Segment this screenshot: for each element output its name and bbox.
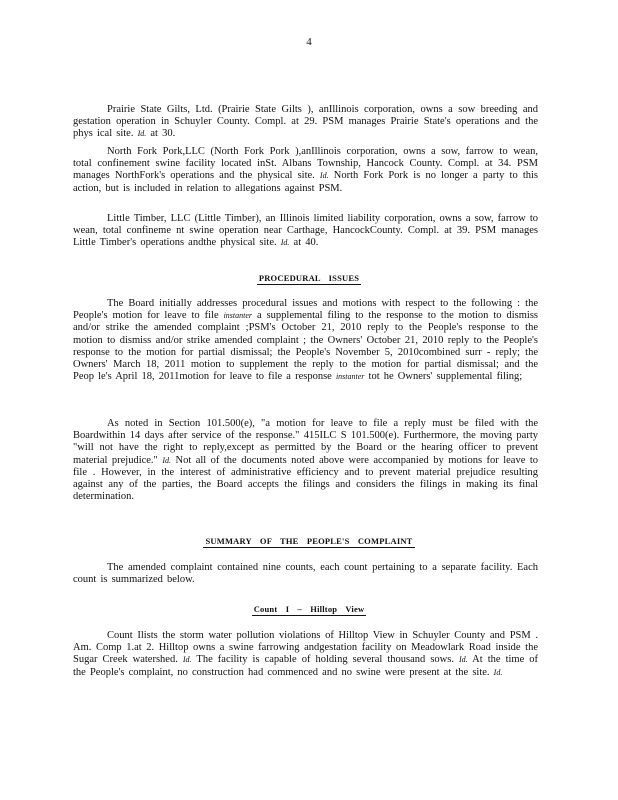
little-timber-text: Little Timber, LLC (Little Timber), an Illinois limited liability corporation, owns a sow, farrow to wean, total confineme nt swine operation near Carthage, HancockCounty. Compl. at 39. PSM manages Little Timber's operations andthe physical site. — [73, 213, 538, 249]
section-text-b: Not all of the documents noted above were accompanied by motions for leave to file . However, in the interest of administrative efficiency and to prevent material prejudice resulting against any of the parties, the Board accepts the filings and considers the filings in making its final determination. — [73, 454, 539, 503]
north-fork-text-a: North Fork Pork,LLC (North Fork Pork ),anIllinois corporation, owns a sow, farrow to wean, total confinement swine facility located inSt. Albans Township, Hancock County. Compl. at 34. PSM manages NorthFork's operations and the physical site. — [73, 146, 538, 182]
count1-text-c: At the time of the People's complaint, no construction had commenced and no swine were present at the site. — [73, 654, 539, 678]
citation-id: Id. — [137, 129, 147, 139]
paragraph-board-procedural — [73, 298, 538, 383]
little-timber-end: at 40. — [293, 237, 319, 249]
heading-count-1: Count I – Hilltop View — [253, 604, 365, 614]
citation-id: Id. — [319, 171, 329, 181]
citation-id: Id. — [182, 655, 192, 665]
heading-procedural-issues: PROCEDURAL ISSUES — [258, 273, 360, 283]
paragraph-little-timber — [73, 213, 538, 250]
board-text-b: a supplemental filing to the response to the motion to dismiss and/or strike the amended complaint ;PSM's October 21, 2010 reply to the People's response to the motion to dismiss and/or strike amended complaint ; the Owners' October 21, 2010 reply to the People's response to the motion for partial dismissal; the People's November 5, 2010combined surr - reply; the Owners' March 18, 2011 motion to supplement the reply to the motion for partial dismissal; and the Peop le's April 18, 2011motion for leave to file a response — [73, 310, 539, 383]
paragraph-count-1 — [73, 630, 538, 679]
paragraph-prairie-state — [73, 104, 538, 141]
prairie-state-end: at 30. — [150, 128, 176, 140]
citation-id: Id. — [280, 238, 290, 248]
heading-summary-complaint: SUMMARY OF THE PEOPLE'S COMPLAINT — [205, 536, 413, 546]
paragraph-north-fork — [73, 146, 538, 195]
instanter-term: instanter — [335, 372, 365, 382]
section-text-a: As noted in Section 101.500(e), "a motion for leave to file a reply must be filed with the Boardwithin 14 days after service of the response." 415ILC S 101.500(e). Furthermore, the moving party "will not have the right to reply,except as permitted by the Board or the hearing officer to prevent material prejudice." — [73, 418, 538, 466]
paragraph-section-101 — [73, 418, 538, 503]
citation-id: Id. — [493, 667, 503, 677]
north-fork-text-b: North Fork Pork is no longer a party to this action, but is included in relation to allegations against PSM. — [73, 170, 539, 194]
board-text-c: tot he Owners' supplemental filing; — [368, 371, 523, 383]
page-number: 4 — [306, 36, 312, 48]
amended-text: The amended complaint contained nine counts, each count pertaining to a separate facility. Each count is summarized below. — [73, 562, 538, 586]
prairie-state-text: Prairie State Gilts, Ltd. (Prairie State Gilts ), anIllinois corporation, owns a sow breeding and gestation operation in Schuyler County. Compl. at 29. PSM manages Prairie State's operations and the phys ical site. — [73, 104, 538, 140]
instanter-term: instanter — [223, 311, 253, 321]
citation-id: Id. — [162, 455, 171, 465]
count1-text-a: Count Ilists the storm water pollution violations of Hilltop View in Schuyler County and PSM . Am. Comp 1.at 2. Hilltop owns a swine farrowing andgestation facility on Meadowlark Road inside the Sugar Creek watershed. — [73, 630, 538, 666]
count1-text-b: The facility is capable of holding several thousand sows. — [196, 654, 454, 666]
board-text-a: The Board initially addresses procedural issues and motions with respect to the following : the People's motion for leave to file — [73, 298, 538, 322]
citation-id: Id. — [459, 655, 468, 665]
paragraph-amended-complaint — [73, 562, 538, 586]
